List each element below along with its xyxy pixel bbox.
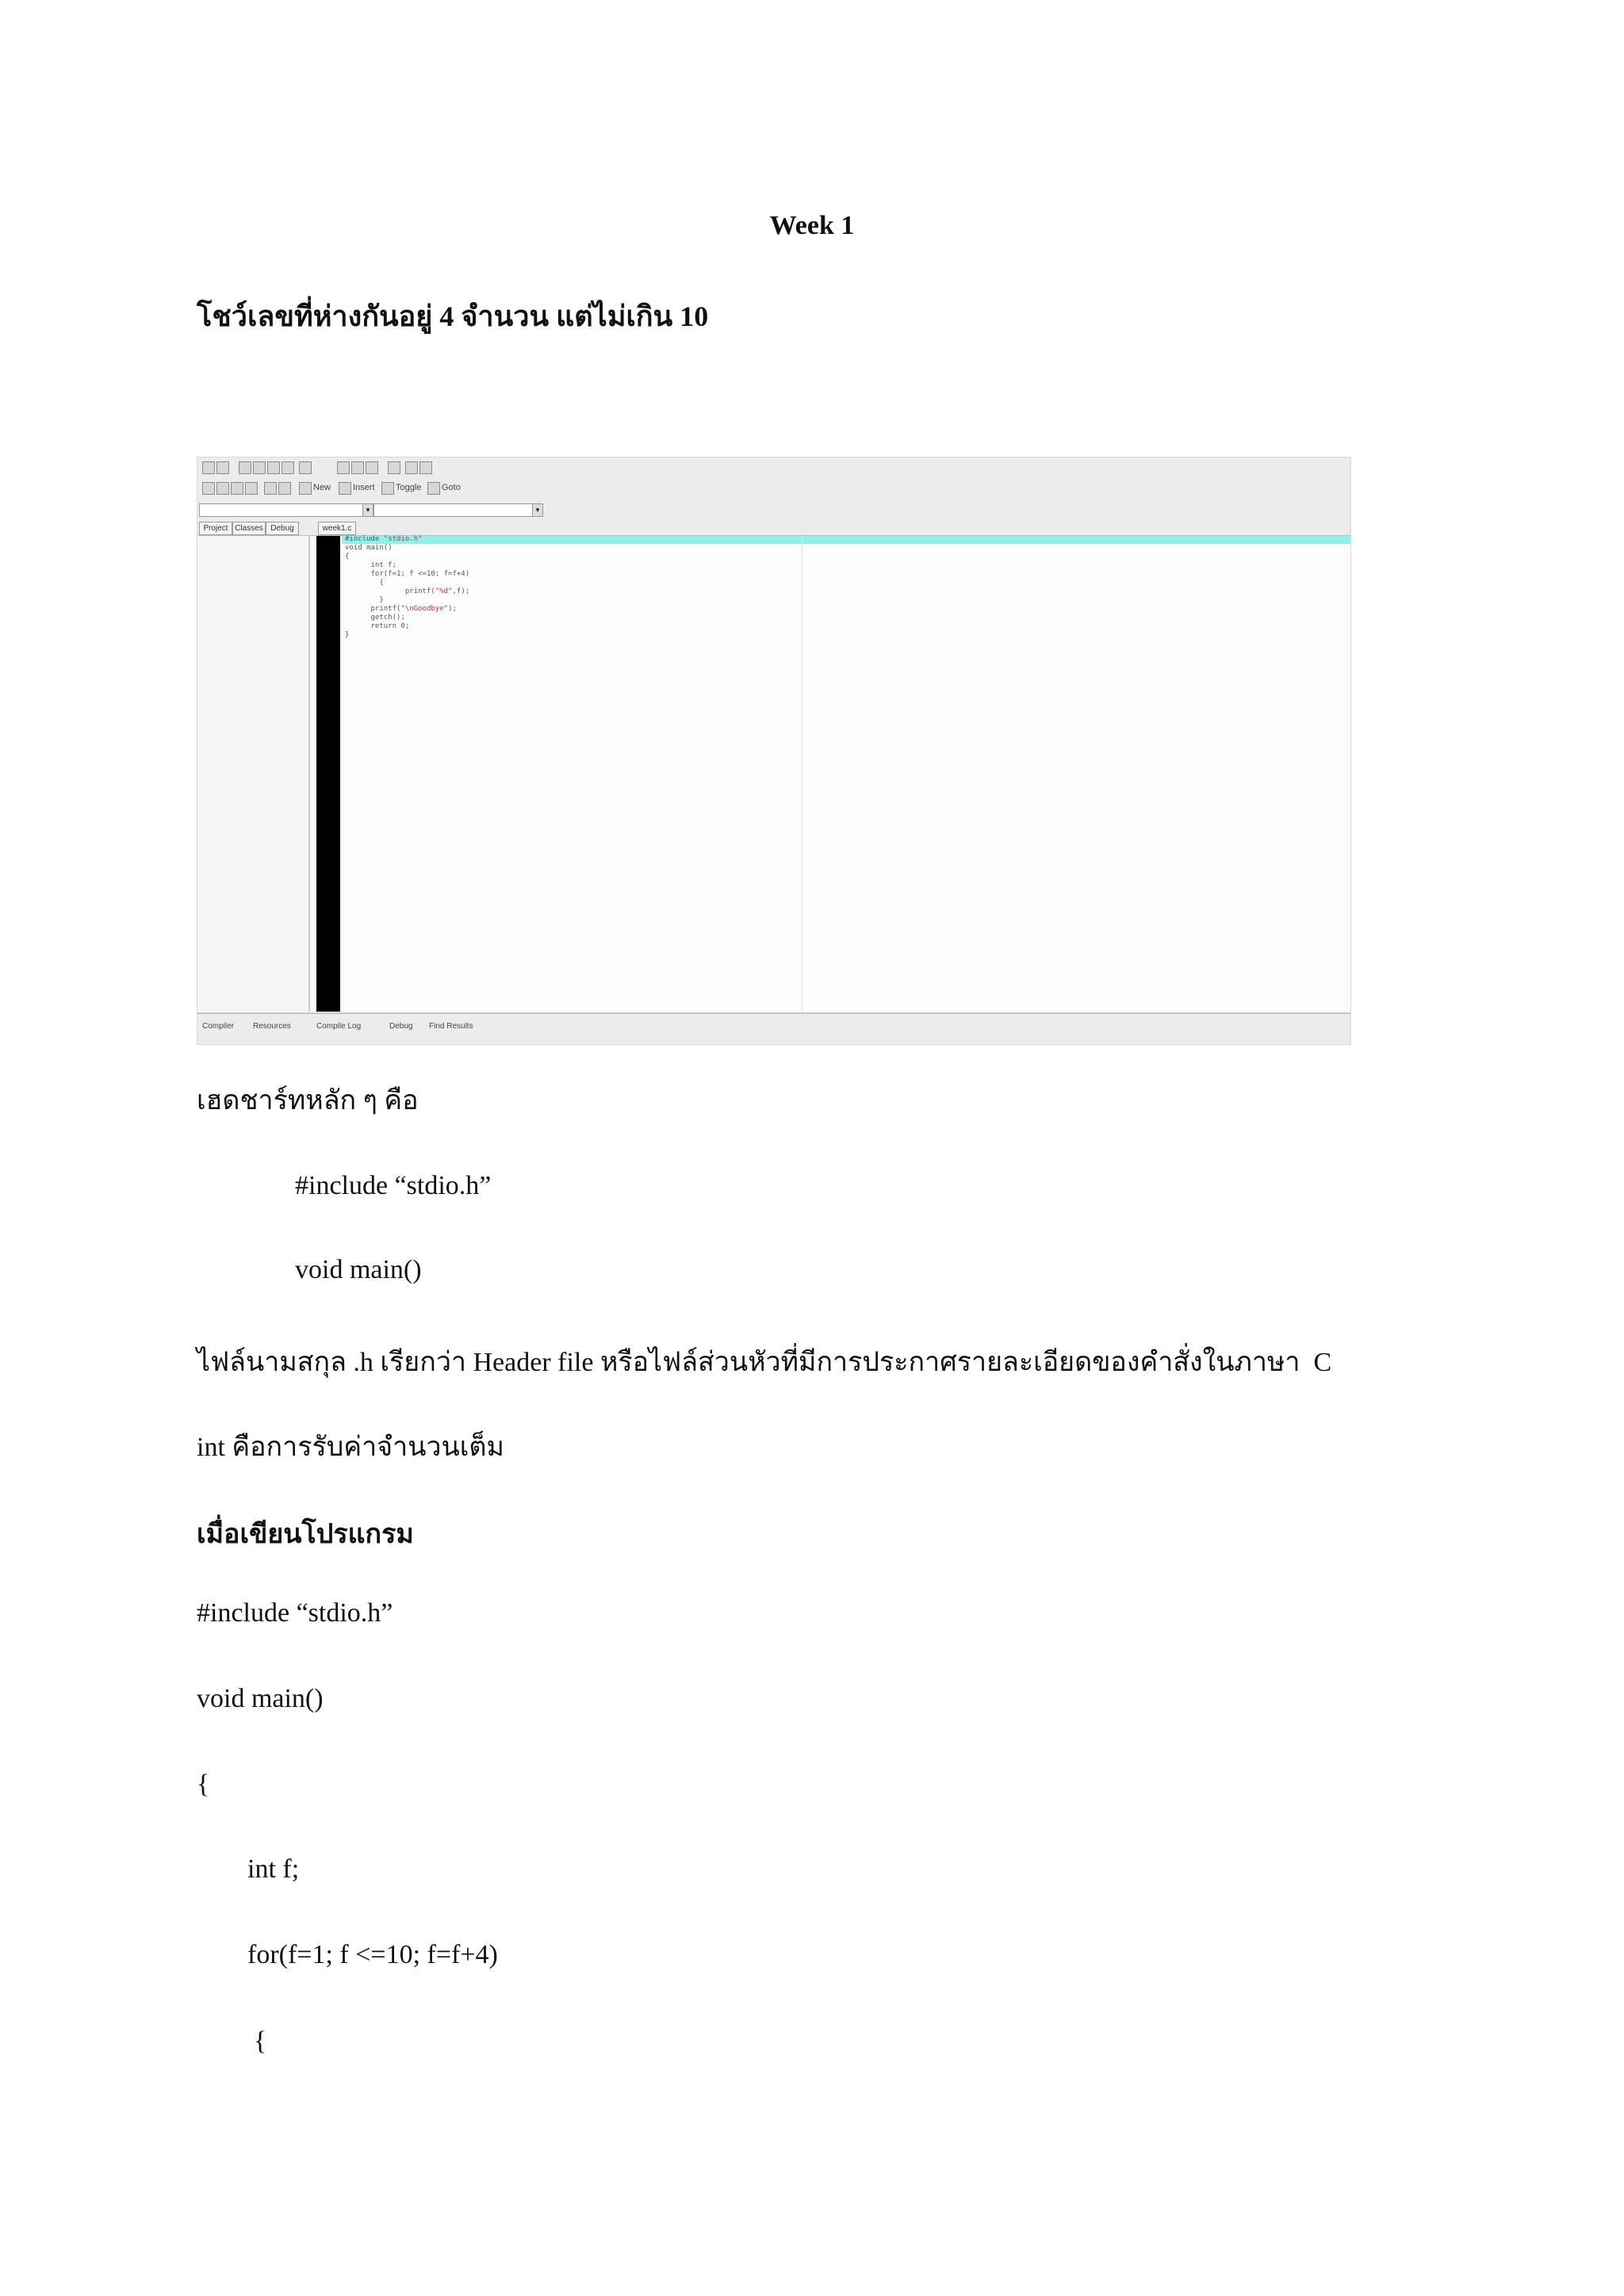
when-writing-heading: เมื่อเขียนโปรแกรม (197, 1520, 414, 1549)
include-line-2: #include “stdio.h” (197, 1598, 393, 1628)
ide-toolbar-1 (197, 457, 1350, 479)
ide-status-tabs (197, 1012, 1350, 1044)
ide-toolbar-3 (197, 499, 1350, 520)
int-description: int คือการรับค่าจำนวนเต็ม (197, 1433, 504, 1462)
main-line-1: void main() (295, 1255, 422, 1284)
ide-tabs-row (197, 519, 1350, 536)
code-line: int f; (345, 561, 397, 569)
code-line: getch(); (345, 614, 405, 622)
ide-toolbar-2 (197, 478, 1350, 499)
about-icon (278, 482, 291, 495)
brace-open: { (197, 1770, 210, 1799)
goto-icon (366, 461, 378, 474)
include-line-1: #include “stdio.h” (295, 1171, 492, 1200)
window-icon (216, 482, 229, 495)
toolbar-new-label: New (313, 483, 331, 492)
replace-icon (351, 461, 364, 474)
code-line: #include "stdio.h" (345, 535, 423, 543)
header-file-text: ไฟล์นามสกุล .h เรียกว่า Header file หรือไฟล์ส่วนหัวที่มีการประกาศรายละเอียดของคำสั่งในภาษา C (197, 1348, 1332, 1377)
unindent-icon (405, 461, 418, 474)
code-editor (342, 536, 1350, 1012)
section-heading: โชว์เลขที่ห่างกันอยู่ 4 จำนวน แต่ไม่เกิน 10 (197, 300, 709, 332)
help-icon (264, 482, 277, 495)
tab-file: week1.c (318, 522, 356, 535)
new-bookmark-icon (299, 482, 312, 495)
options-icon (419, 461, 432, 474)
status-tab-resources: Resources (253, 1022, 291, 1031)
code-line: { (345, 553, 350, 561)
main-line-2: void main() (197, 1684, 324, 1713)
indent-icon (388, 461, 400, 474)
tab-classes: Classes (232, 522, 266, 535)
main-headers-text: เฮดชาร์ทหลัก ๆ คือ (197, 1086, 419, 1115)
print-icon (299, 461, 312, 474)
tab-project: Project (199, 522, 232, 535)
class-combo: ▾ (199, 503, 373, 517)
project-icon (202, 482, 215, 495)
project-pane (197, 536, 310, 1012)
tab-debug: Debug (266, 522, 299, 535)
ide-screenshot (197, 457, 1351, 1045)
brace-inner: { (254, 2026, 267, 2056)
status-tab-compiler: Compiler (202, 1022, 235, 1031)
open-icon (253, 461, 266, 474)
toolbar-insert-label: Insert (353, 483, 375, 492)
new-file-icon (239, 461, 251, 474)
code-line: for(f=1; f <=10; f=f+4) (345, 570, 470, 578)
toolbar-goto-label: Goto (442, 483, 461, 492)
find-icon (337, 461, 350, 474)
toggle-icon (381, 482, 394, 495)
compile-icon (202, 461, 215, 474)
goto-bookmark-icon (427, 482, 440, 495)
code-line: return 0; (345, 622, 410, 630)
editor-gutter (316, 536, 340, 1012)
code-text (345, 535, 469, 640)
save-icon (267, 461, 280, 474)
insert-icon (339, 482, 351, 495)
for-line: for(f=1; f <=10; f=f+4) (247, 1940, 498, 1969)
toolbar-toggle-label: Toggle (396, 483, 422, 492)
page-title: Week 1 (769, 211, 855, 240)
code-line: void main() (345, 544, 393, 552)
code-line: } (345, 631, 350, 639)
code-line: } (345, 596, 384, 604)
status-tab-debug: Debug (389, 1022, 413, 1031)
run-icon (216, 461, 229, 474)
code-line: printf("%d",f); (345, 587, 470, 595)
list-icon (231, 482, 243, 495)
save-all-icon (282, 461, 294, 474)
int-f-line: int f; (247, 1854, 300, 1884)
status-tab-compile-log: Compile Log (316, 1022, 362, 1031)
code-line: printf("\nGoodbye"); (345, 605, 457, 613)
check-icon (245, 482, 258, 495)
code-line: { (345, 579, 384, 587)
member-combo: ▾ (373, 503, 543, 517)
current-line-highlight (342, 536, 1350, 544)
status-tab-find-results: Find Results (429, 1022, 473, 1031)
